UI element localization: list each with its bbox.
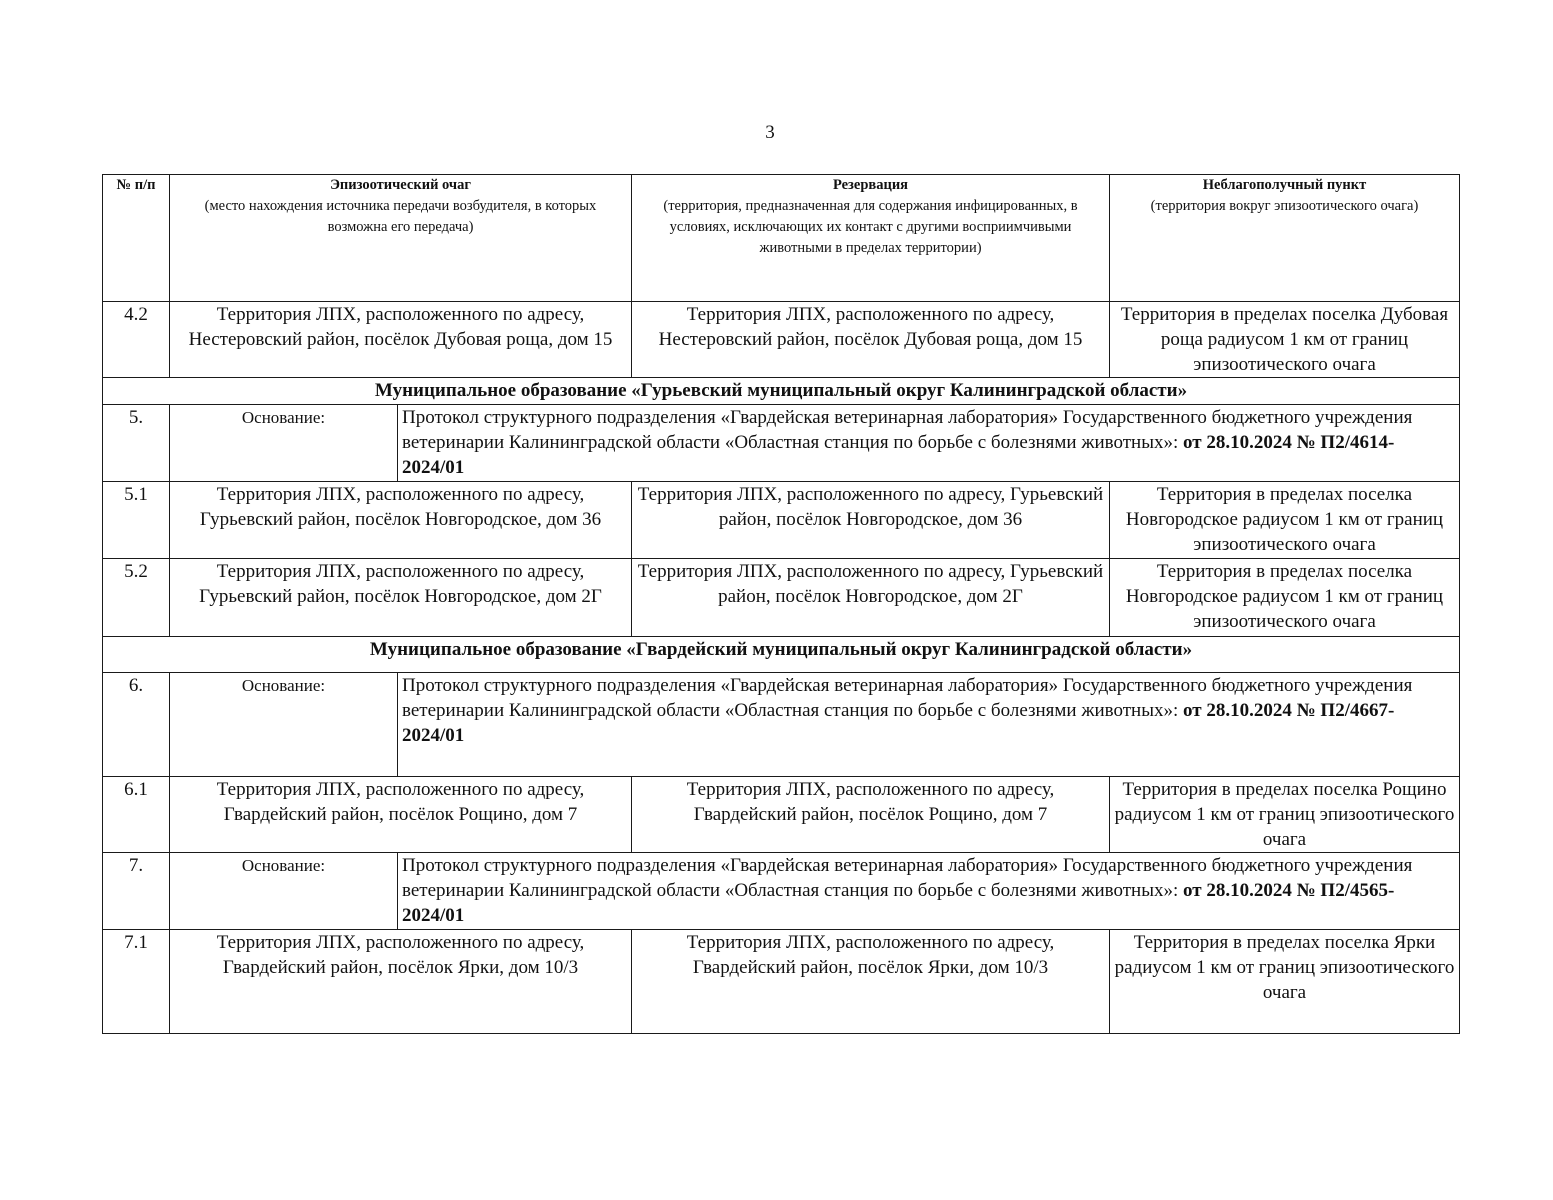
row-number: 6. — [103, 673, 170, 777]
point-cell: Территория в пределах поселка Ярки радиусом 1 км от границ эпизоотического очага — [1110, 930, 1460, 1034]
point-cell: Территория в пределах поселка Новгородское радиусом 1 км от границ эпизоотического очага — [1110, 559, 1460, 637]
table-row — [103, 302, 1460, 378]
section-heading-gvardeysk: Муниципальное образование «Гвардейский муниципальный округ Калининградской области» — [103, 637, 1460, 673]
header-point-desc: (территория вокруг эпизоотического очага) — [1150, 198, 1419, 214]
protocol-reference: от 28.10.2024 № П2/4565-2024/01 — [402, 880, 1395, 926]
header-num: № п/п — [103, 175, 170, 302]
reservation-cell: Территория ЛПХ, расположенного по адресу, Гурьевский район, посёлок Новгородское, дом 36 — [632, 482, 1110, 559]
row-number: 7.1 — [103, 930, 170, 1034]
header-point — [1110, 175, 1460, 302]
header-focus — [170, 175, 632, 302]
table-row — [103, 482, 1460, 559]
basis-label: Основание: — [170, 853, 398, 930]
header-row — [103, 175, 1460, 302]
row-number: 5. — [103, 405, 170, 482]
section-row — [103, 637, 1460, 673]
table-row — [103, 559, 1460, 637]
protocol-reference: от 28.10.2024 № П2/4614-2024/01 — [402, 432, 1395, 478]
basis-text: Протокол структурного подразделения «Гвардейская ветеринарная лаборатория» Государственного бюджетного учреждения ветеринарии Калининградской области «Областная станция по борьбе с болезнями животных»: от 28.10.2024 № П2/4614-2024/01 — [398, 405, 1460, 482]
focus-cell: Территория ЛПХ, расположенного по адресу, Нестеровский район, посёлок Дубовая роща, дом 15 — [170, 302, 632, 378]
protocol-reference: от 28.10.2024 № П2/4667-2024/01 — [402, 700, 1395, 746]
section-row — [103, 378, 1460, 405]
page-number: 3 — [765, 122, 775, 143]
row-number: 7. — [103, 853, 170, 930]
header-point-title: Неблагополучный пункт — [1202, 177, 1367, 193]
header-reservation-desc: (территория, предназначенная для содержания инфицированных, в условиях, исключающих их контакт с другими восприимчивыми животными в пределах территории) — [663, 198, 1078, 256]
basis-row — [103, 405, 1460, 482]
basis-text: Протокол структурного подразделения «Гвардейская ветеринарная лаборатория» Государственного бюджетного учреждения ветеринарии Калининградской области «Областная станция по борьбе с болезнями животных»: от 28.10.2024 № П2/4667-2024/01 — [398, 673, 1460, 777]
basis-label: Основание: — [170, 405, 398, 482]
header-reservation-title: Резервация — [832, 177, 909, 193]
reservation-cell: Территория ЛПХ, расположенного по адресу, Гвардейский район, посёлок Ярки, дом 10/3 — [632, 930, 1110, 1034]
row-number: 6.1 — [103, 777, 170, 853]
reservation-cell: Территория ЛПХ, расположенного по адресу, Нестеровский район, посёлок Дубовая роща, дом 15 — [632, 302, 1110, 378]
focus-cell: Территория ЛПХ, расположенного по адресу, Гурьевский район, посёлок Новгородское, дом 2Г — [170, 559, 632, 637]
section-heading-guryev: Муниципальное образование «Гурьевский муниципальный округ Калининградской области» — [103, 378, 1460, 405]
row-number: 5.2 — [103, 559, 170, 637]
basis-row — [103, 853, 1460, 930]
point-cell: Территория в пределах поселка Рощино радиусом 1 км от границ эпизоотического очага — [1110, 777, 1460, 853]
zones-table — [102, 174, 1460, 1034]
focus-cell: Территория ЛПХ, расположенного по адресу, Гурьевский район, посёлок Новгородское, дом 36 — [170, 482, 632, 559]
basis-text: Протокол структурного подразделения «Гвардейская ветеринарная лаборатория» Государственного бюджетного учреждения ветеринарии Калининградской области «Областная станция по борьбе с болезнями животных»: от 28.10.2024 № П2/4565-2024/01 — [398, 853, 1460, 930]
focus-cell: Территория ЛПХ, расположенного по адресу, Гвардейский район, посёлок Рощино, дом 7 — [170, 777, 632, 853]
point-cell: Территория в пределах поселка Дубовая роща радиусом 1 км от границ эпизоотического очага — [1110, 302, 1460, 378]
table-row — [103, 930, 1460, 1034]
focus-cell: Территория ЛПХ, расположенного по адресу, Гвардейский район, посёлок Ярки, дом 10/3 — [170, 930, 632, 1034]
reservation-cell: Территория ЛПХ, расположенного по адресу, Гвардейский район, посёлок Рощино, дом 7 — [632, 777, 1110, 853]
header-focus-desc: (место нахождения источника передачи возбудителя, в которых возможна его передача) — [204, 198, 597, 235]
point-cell: Территория в пределах поселка Новгородское радиусом 1 км от границ эпизоотического очага — [1110, 482, 1460, 559]
basis-row — [103, 673, 1460, 777]
row-number: 4.2 — [103, 302, 170, 378]
reservation-cell: Территория ЛПХ, расположенного по адресу, Гурьевский район, посёлок Новгородское, дом 2Г — [632, 559, 1110, 637]
row-number: 5.1 — [103, 482, 170, 559]
header-focus-title: Эпизоотический очаг — [330, 177, 471, 193]
basis-label: Основание: — [170, 673, 398, 777]
table-row — [103, 777, 1460, 853]
header-reservation — [632, 175, 1110, 302]
